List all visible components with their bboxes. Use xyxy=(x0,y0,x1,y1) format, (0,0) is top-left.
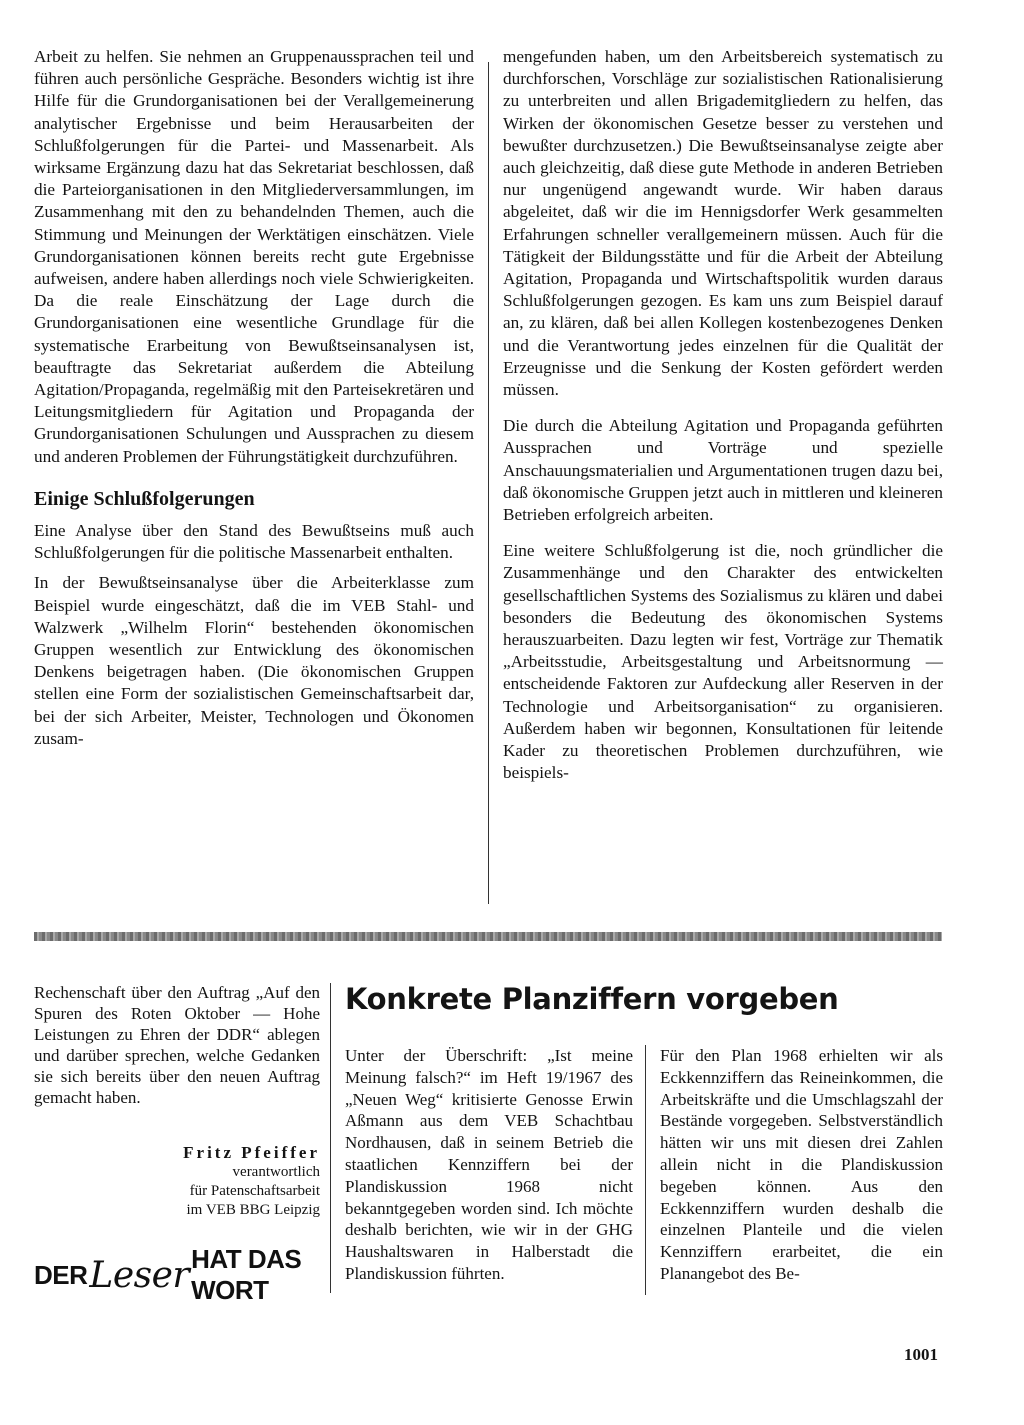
article-column xyxy=(660,1045,943,1285)
paragraph: Eine Analyse über den Stand des Bewußtseins muß auch Schlußfolgerungen für die politische Massenarbeit enthalten. xyxy=(34,521,474,563)
signature-line: verantwortlich xyxy=(232,1164,320,1180)
article-column-right xyxy=(503,46,943,785)
article-title: Konkrete Planziffern vorgeben xyxy=(345,982,839,1016)
logo-text: HAT DAS WORT xyxy=(191,1244,302,1305)
column-divider xyxy=(330,983,331,1293)
paragraph: Unter der Überschrift: „Ist meine Meinung falsch?“ im Heft 19/1967 des „Neuen Weg“ kritisierte Genosse Erwin Aßmann aus dem VEB Schachtbau Nordhausen, daß in seinem Betrieb die staatlichen Kennziffern bei der Plandiskussion 1968 nicht bekanntgegeben worden sind. Ich möchte deshalb berichten, wie wir in der GHG Haushaltswaren in Halberstadt die Plandiskussion führten. xyxy=(345,1046,633,1283)
letter-ending: Rechenschaft über den Auftrag „Auf den Spuren des Roten Oktober — Hohe Leistungen zu Ehren der DDR“ ablegen und darüber sprechen, welche Gedanken sie sich bereits über den neuen Auftrag gemacht haben. xyxy=(34,983,320,1107)
section-divider-bar xyxy=(34,932,942,941)
section-heading: Einige Schlußfolgerungen xyxy=(34,487,255,510)
logo-script-text: Leser xyxy=(89,1254,190,1296)
logo-text: DER xyxy=(34,1259,88,1290)
signature-line: im VEB BBG Leipzig xyxy=(186,1202,320,1218)
signature-line: für Patenschaftsarbeit xyxy=(189,1183,320,1199)
paragraph: Arbeit zu helfen. Sie nehmen an Gruppenaussprachen teil und führen auch persönliche Gespräche. Besonders wichtig ist ihre Hilfe für die Grundorganisationen bei der Verallgemeinerung analytischer Ergebnisse und beim Herausarbeiten der Schlußfolgerungen für die Partei- und Massenarbeit. Als wirksame Ergänzung dazu hat das Sekretariat beschlossen, daß die Parteiorganisationen in den Mitgliederversammlungen, im Zusammenhang mit den zu behandelnden Themen, auch die Stimmung und Meinungen der Werktätigen einschätzen. Viele Grundorganisationen können bereits recht gute Ergebnisse aufweisen, andere haben allerdings noch viele Schwierigkeiten. Da die reale Einschätzung der Lage durch die Grundorganisationen eine wesentliche Grundlage für die systematische Erarbeitung von Bewußtseinsanalysen ist, beauftragte das Sekretariat außerdem die Abteilung Agitation/Propaganda, regelmäßig mit den Parteisekretären und Leitungsmitgliedern für Agitation und Propaganda der Grundorganisationen Schulungen und Aussprachen zu diesem und anderen Problemen der Führungstätigkeit durchzuführen. xyxy=(34,47,474,466)
paragraph: In der Bewußtseinsanalyse über die Arbeiterklasse zum Beispiel wurde eingeschätzt, daß die im VEB Stahl- und Walzwerk „Wilhelm Florin“ bestehenden ökonomischen Gruppen wesentlich zur Entwicklung des ökonomischen Denkens beigetragen haben. (Die ökonomischen Gruppen stellen eine Form der sozialistischen Gemeinschaftsarbeit dar, bei der sich Arbeiter, Meister, Technologen und Ökonomen zusam- xyxy=(34,573,474,748)
article-column xyxy=(345,1045,633,1285)
readers-column-logo xyxy=(34,1244,314,1305)
column-divider xyxy=(488,62,489,904)
column-divider xyxy=(645,1045,646,1295)
paragraph: Die durch die Abteilung Agitation und Propaganda geführten Aussprachen und Vorträge und spezielle Anschauungsmaterialien und Argumentationen trugen dazu bei, daß ökonomische Gruppen jetzt auch in mittleren und kleineren Betrieben erfolgreich arbeiten. xyxy=(503,416,943,525)
signature-name: Fritz Pfeiffer xyxy=(183,1143,320,1162)
page-number: 1001 xyxy=(904,1345,938,1364)
signature-block xyxy=(34,1142,320,1220)
paragraph: Eine weitere Schlußfolgerung ist die, noch gründlicher die Zusammenhänge und den Charakter des entwickelten gesellschaftlichen Systems des Sozialismus zu klären und dabei besonders die Bedeutung des ökonomischen Systems herauszuarbeiten. Dazu legten wir fest, Vorträge zur Thematik „Arbeitsstudie, Arbeitsgestaltung und Arbeitsnormung — entscheidende Faktoren zur Aufdeckung aller Reserven in der Technologie und Arbeitsorganisation“ zu organisieren. Außerdem haben wir begonnen, Konsultationen für leitende Kader zu theoretischen Problemen durchzuführen, wie beispiels- xyxy=(503,541,943,783)
article-column-left xyxy=(34,46,474,750)
paragraph: Für den Plan 1968 erhielten wir als Eckkennziffern das Reineinkommen, die Arbeitskräfte und die Umschlagszahl der Bestände vorgegeben. Selbstverständlich hätten wir uns mit diesen drei Zahlen allein nicht in die Plandiskussion begeben können. Aus den Eckkennziffern wurden deshalb die einzelnen Planteile und die vielen Kennziffern erarbeitet, die ein Planangebot des Be- xyxy=(660,1046,943,1283)
paragraph: mengefunden haben, um den Arbeitsbereich systematisch zu durchforschen, Vorschläge zur sozialistischen Rationalisierung zu unterbreiten und allen Brigademitgliedern zu helfen, das Wirken der ökonomischen Gesetze besser zu verstehen und bewußter durchzusetzen.) Die Bewußtseinsanalyse zeigte aber auch gleichzeitig, daß diese gute Methode in anderen Betrieben nur ungenügend angewandt wurde. Wir haben daraus abgeleitet, daß wir die im Hennigsdorfer Werk gesammelten Erfahrungen schneller verallgemeinern müssen. Auch für die Tätigkeit der Bildungsstätte und für die Arbeit der Abteilung Agitation, Propaganda und Wirtschaftspolitik wurden daraus Schlußfolgerungen gezogen. Es kam uns zum Beispiel darauf an, zu klären, daß bei allen Kollegen kostenbezogenes Denken und die Verantwortung jedes einzelnen für die Qualität der Erzeugnisse und die Senkung der Kosten gefördert werden müssen. xyxy=(503,47,943,400)
